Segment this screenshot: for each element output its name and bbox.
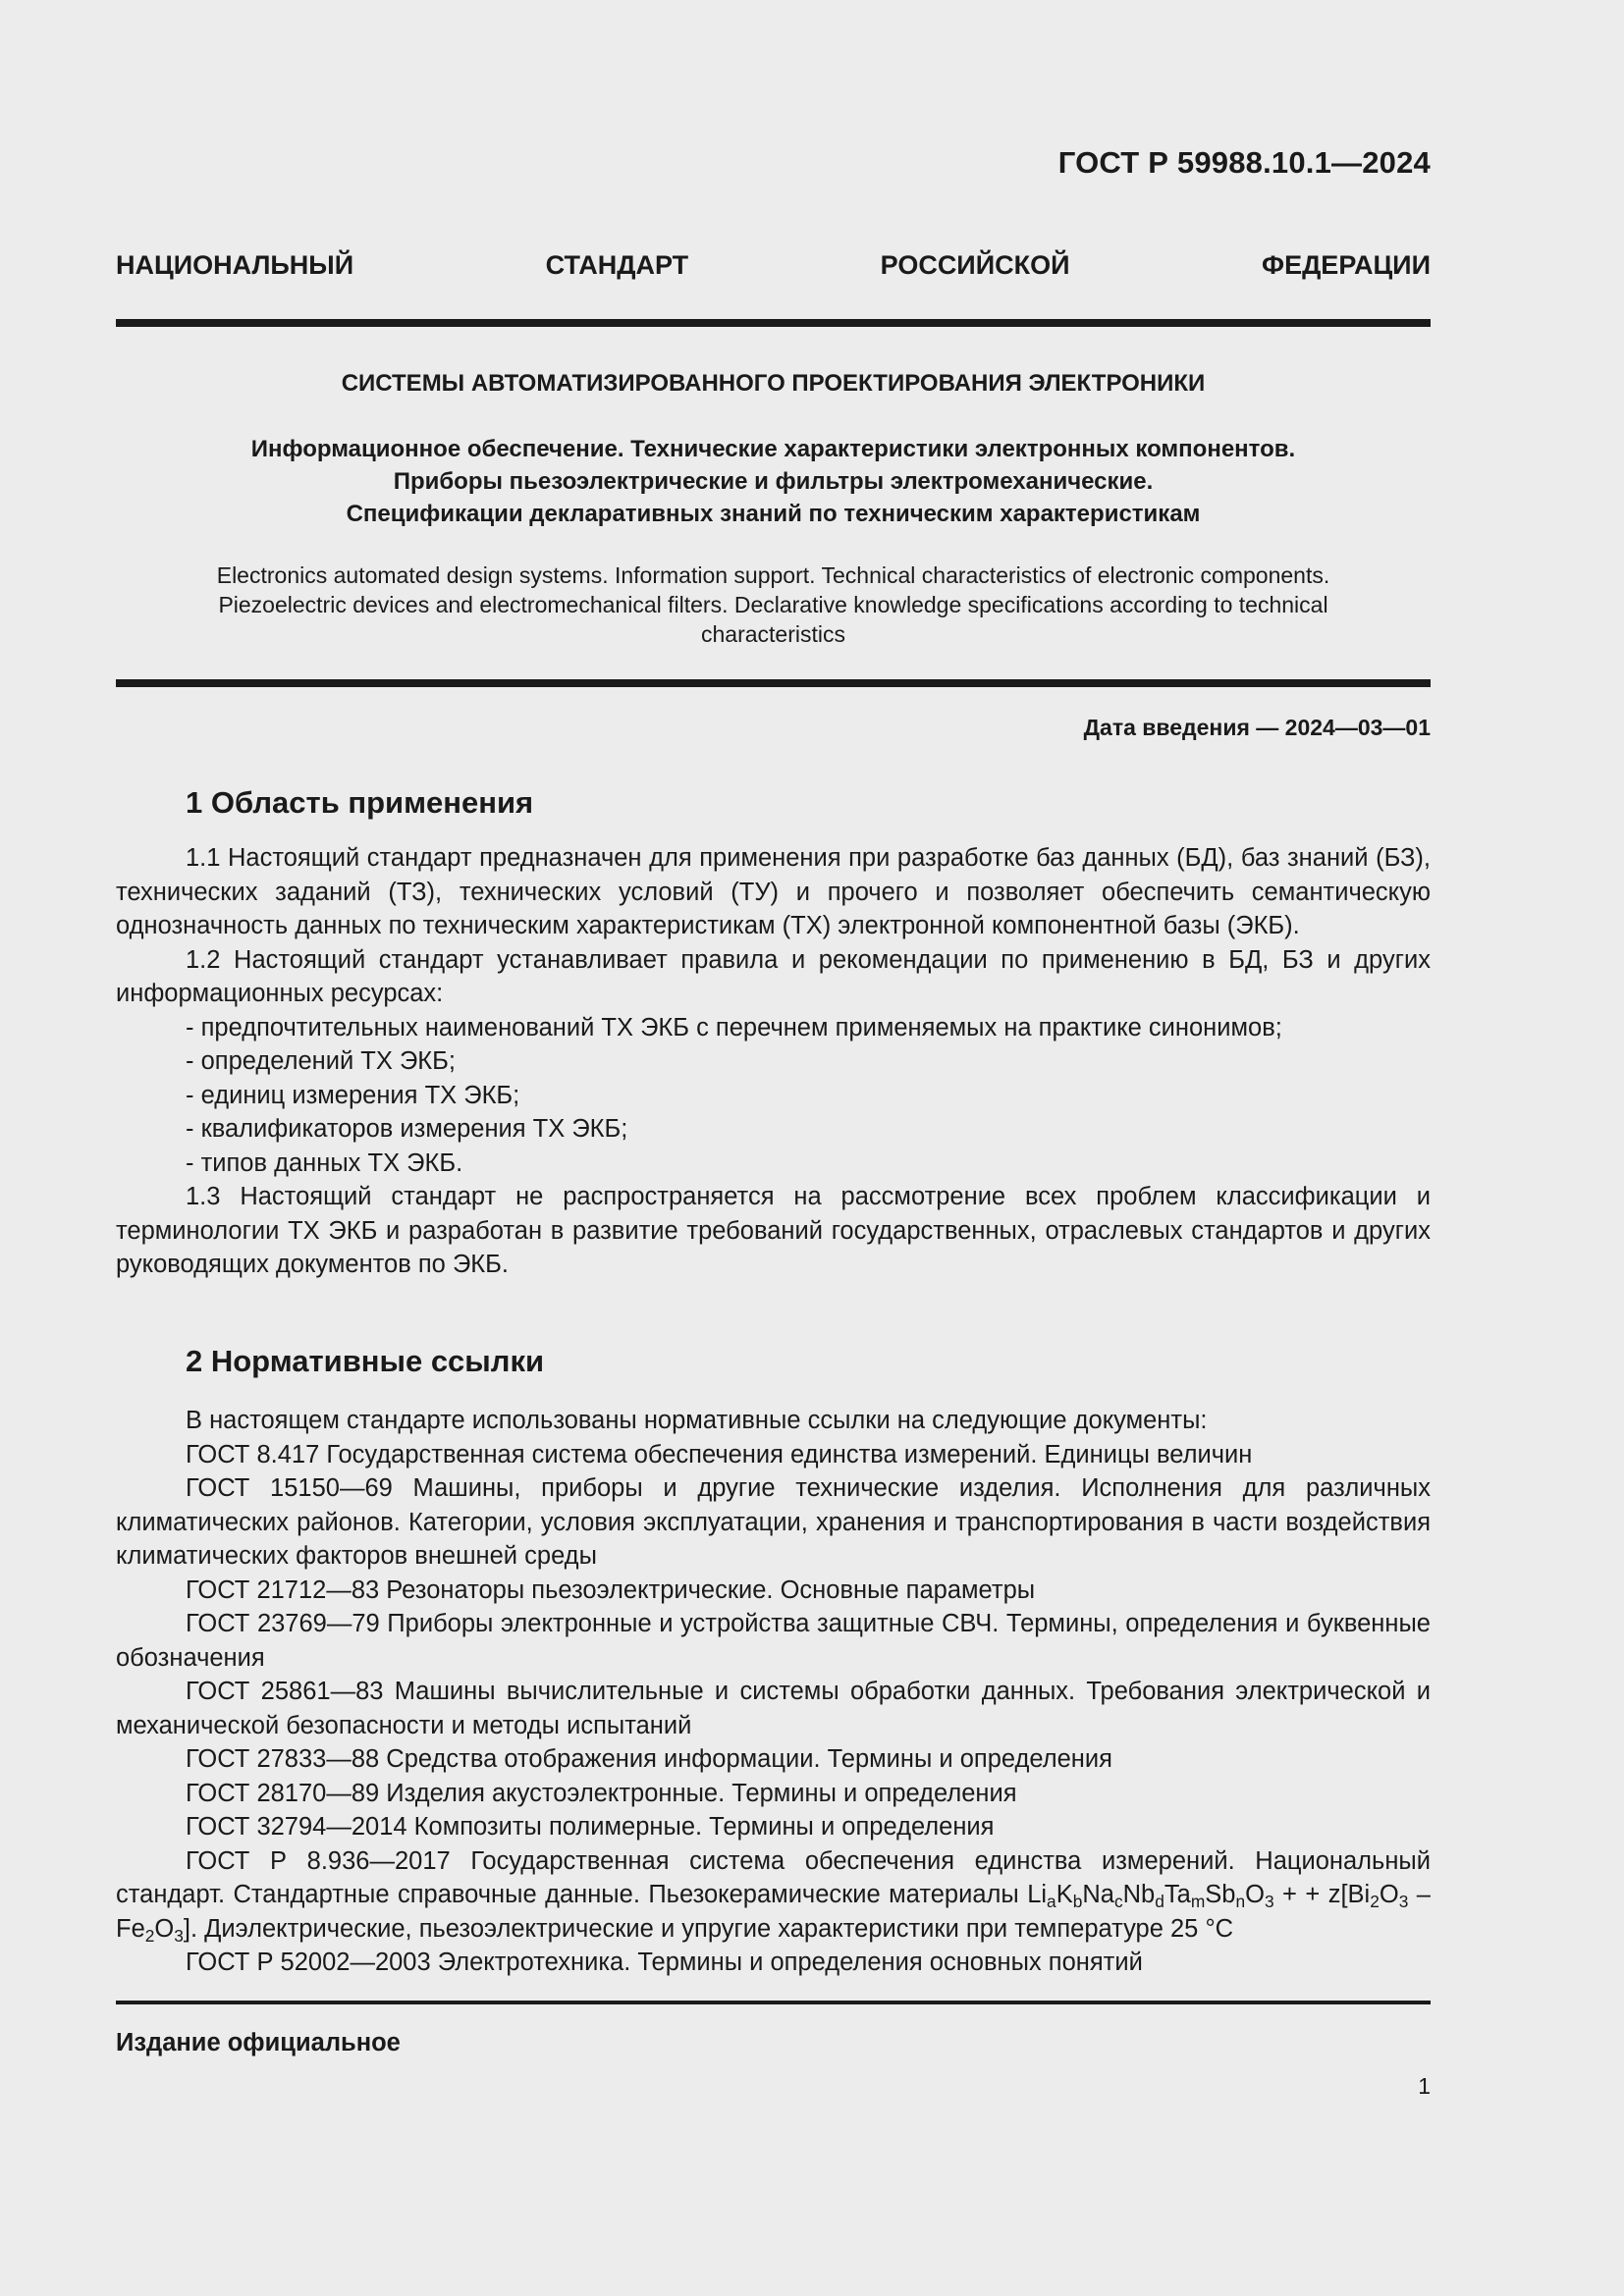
paragraph-1-2: 1.2 Настоящий стандарт устанавливает правила и рекомендации по применению в БД, БЗ и других информационных ресурсах: [116, 945, 1431, 1007]
list-item: - единиц измерения ТХ ЭКБ; [186, 1081, 520, 1109]
reference-item: ГОСТ Р 52002—2003 Электротехника. Термины и определения основных понятий [186, 1949, 1143, 1976]
subtitle-line: Приборы пьезоэлектрические и фильтры электромеханические. [393, 468, 1154, 495]
reference-text: ГОСТ Р 8.936—2017 Государственная система обеспечения единства измерений. Национальный стандарт. Стандартные справочные данные. Пьезокерамические материалы [116, 1846, 1431, 1908]
list-item: - предпочтительных наименований ТХ ЭКБ с перечнем применяемых на практике синонимов; [186, 1013, 1282, 1041]
national-standard-banner: НАЦИОНАЛЬНЫЙ СТАНДАРТ РОССИЙСКОЙ ФЕДЕРАЦИИ [116, 250, 1431, 280]
section-2-heading: 2 Нормативные ссылки [186, 1344, 545, 1378]
subtitle-line: Спецификации декларативных знаний по техническим характеристикам [346, 501, 1201, 527]
section-1-heading: 1 Область применения [186, 785, 534, 820]
page-number: 1 [1418, 2073, 1431, 2099]
footer-rule [116, 2001, 1431, 2004]
reference-item-gost-8-936 [116, 1844, 1431, 1947]
introduction-date: Дата введения — 2024—03—01 [1083, 715, 1431, 740]
reference-item: ГОСТ 32794—2014 Композиты полимерные. Термины и определения [186, 1813, 995, 1841]
english-title-line: Piezoelectric devices and electromechanical filters. Declarative knowledge specifications according to technical [218, 592, 1328, 617]
document-title: СИСТЕМЫ АВТОМАТИЗИРОВАННОГО ПРОЕКТИРОВАНИЯ ЭЛЕКТРОНИКИ [341, 370, 1206, 397]
reference-item: ГОСТ 25861—83 Машины вычислительные и системы обработки данных. Требования электрической и механической безопасности и методы испытаний [116, 1678, 1431, 1739]
reference-item: ГОСТ 15150—69 Машины, приборы и другие технические изделия. Исполнения для различных климатических районов. Категории, условия эксплуатации, хранения и транспортирования в части воздействия климатических факторов внешней среды [116, 1474, 1431, 1570]
subtitle-line: Информационное обеспечение. Технические характеристики электронных компонентов. [250, 436, 1296, 462]
reference-text: . Диэлектрические, пьезоэлектрические и упругие характеристики при температуре 25 °C [189, 1914, 1234, 1943]
reference-item: ГОСТ 27833—88 Средства отображения информации. Термины и определения [186, 1745, 1112, 1773]
section-1-body [116, 841, 1431, 1282]
list-item: - квалификаторов измерения ТХ ЭКБ; [186, 1115, 628, 1143]
reference-item: ГОСТ 23769—79 Приборы электронные и устройства защитные СВЧ. Термины, определения и буквенные обозначения [116, 1610, 1431, 1672]
reference-item: ГОСТ 21712—83 Резонаторы пьезоэлектрические. Основные параметры [186, 1575, 1036, 1604]
chemical-formula: $Li_aK_bNa_cNb_dTa_mSb_nO_3$ + + $z[Bi_2O_3 - Fe_2O_3]$ [116, 1881, 1431, 1946]
references-intro: В настоящем стандарте использованы нормативные ссылки на следующие документы: [186, 1407, 1208, 1434]
list-item: - типов данных ТХ ЭКБ. [186, 1148, 463, 1177]
title-bottom-rule [116, 679, 1431, 687]
document-number: ГОСТ Р 59988.10.1—2024 [1057, 145, 1431, 180]
paragraph-1-1: 1.1 Настоящий стандарт предназначен для применения при разработке баз данных (БД), баз знаний (БЗ), технических заданий (ТЗ), технических условий (ТУ) и прочего и позволяет обеспечить семантическую однозначность данных по техническим характеристикам (ТХ) электронной компонентной базы (ЭКБ). [116, 844, 1431, 939]
paragraph-1-3: 1.3 Настоящий стандарт не распространяется на рассмотрение всех проблем классификации и терминологии ТХ ЭКБ и разработан в развитие требований государственных, отраслевых стандартов и других руководящих документов по ЭКБ. [116, 1183, 1431, 1278]
section-2-body [116, 1404, 1431, 1980]
reference-item: ГОСТ 8.417 Государственная система обеспечения единства измерений. Единицы величин [186, 1440, 1253, 1468]
official-edition-label: Издание официальное [116, 2029, 401, 2056]
reference-item: ГОСТ 28170—89 Изделия акустоэлектронные. Термины и определения [186, 1779, 1017, 1807]
english-title-line: characteristics [701, 621, 845, 647]
list-item: - определений ТХ ЭКБ; [186, 1047, 456, 1075]
english-title-line: Electronics automated design systems. Information support. Technical characteristics of electronic components. [216, 562, 1330, 588]
document-subtitle [116, 433, 1431, 530]
english-title [116, 561, 1431, 649]
top-rule [116, 319, 1431, 327]
